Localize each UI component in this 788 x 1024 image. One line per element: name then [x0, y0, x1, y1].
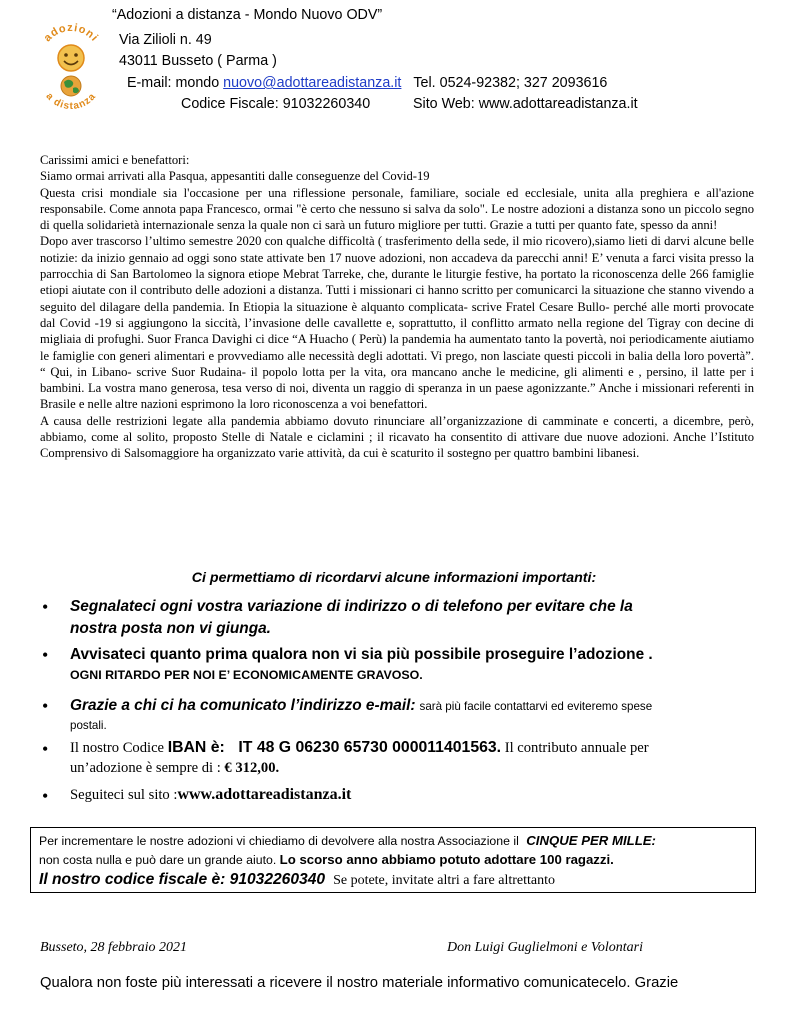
email-thanks-item	[70, 695, 760, 734]
iban-code: IT 48 G 06230 65730 000011401563.	[238, 739, 502, 756]
box-invite-text: Se potete, invitate altri a fare altrettanto	[333, 873, 556, 888]
svg-text:adozioni: adozioni	[41, 21, 101, 45]
contribution-text: Il contributo annuale per	[504, 740, 649, 756]
cinque-per-mille: CINQUE PER MILLE:	[526, 833, 656, 848]
org-city: 43011 Busseto ( Parma )	[119, 53, 277, 69]
notify-changes-line1: Segnalateci ogni vostra variazione di indirizzo o di telefono per evitare che la	[70, 598, 633, 615]
box-tax-code: Il nostro codice fiscale è: 91032260340	[39, 871, 326, 888]
bullet-4: •	[42, 739, 49, 759]
box-line2-text: non costa nulla e può dare un grande aiuto.	[39, 853, 277, 867]
notify-changes-line2: nostra posta non vi giunga.	[70, 620, 271, 637]
org-street: Via Zilioli n. 49	[119, 32, 212, 48]
letter-body	[40, 152, 754, 462]
notify-stop-item	[70, 644, 760, 684]
iban-label: Il nostro Codice	[70, 740, 165, 756]
signer: Don Luigi Guglielmoni e Volontari	[447, 940, 643, 955]
phone-numbers: Tel. 0524-92382; 327 2093616	[413, 75, 608, 91]
email-label: E-mail: mondo	[127, 75, 220, 91]
email-thanks-note-2: postali.	[70, 719, 107, 732]
email-thanks-text: Grazie a chi ci ha comunicato l’indirizzo e-mail:	[70, 697, 416, 714]
website: Sito Web: www.adottareadistanza.it	[413, 96, 638, 112]
follow-label: Seguiteci sul sito :	[70, 787, 178, 803]
box-adoptions-count: Lo scorso anno abbiamo potuto adottare 100 ragazzi.	[279, 852, 614, 867]
follow-site-link[interactable]: www.adottareadistanza.it	[177, 786, 352, 803]
intro-line: Siamo ormai arrivati alla Pasqua, appesantiti dalle conseguenze del Covid-19	[40, 169, 430, 184]
paragraph-news: Dopo aver trascorso l’ultimo semestre 2020 con qualche difficoltà ( trasferimento della sede, il mio ricovero),siamo lieti di darvi alcune belle notizie: da inizio gennaio ad oggi sono state attivate ben 17 nuove adozioni, non accadeva da parecchi anni! E’ venuta a farci visita presso la parrocchia di San Bartolomeo la signora etiope Mebrat Tarreke, che, durante le liturgie festive, ha portato la riconoscenza delle 266 famiglie etiopi aiutate con il contributo delle adozioni a distanza. Tutti i missionari ci hanno scritto per comunicarci la situazione che stanno vivendo a seguito del dilagare della pandemia. In Etiopia la situazione è alquanto complicata- scrive Fratel Cesare Bullo- perché alle morti provocate dal Covid -19 si aggiungono la siccità, l’invasione delle cavallette e, soprattutto, il conflitto armato nella regione del Tigray con decine di migliaia di profughi. Suor Franca Davighi ci dice “A Huacho ( Perù) la pandemia ha aumentato tanto la povertà, noi periodicamente aiutiamo le famiglie con generi alimentari e provvediamo alle necessità degli adottati. Vi prego, non lasciate questi piccoli in balia della loro povertà”. “ Qui, in Libano- scrive Suor Rudaina- il popolo lotta per la vita, ora mancano anche le medicine, gli alimenti e , persino, il latte per i bambini. La vostra mano generosa, tesa verso di noi, diventa un raggio di speranza in un paese agonizzante.” Anche i missionari referenti in Brasile e nelle altre nazioni esprimono la loro riconoscenza a voi benefattori.	[40, 234, 754, 412]
website-item	[70, 785, 760, 805]
contact-line	[127, 74, 607, 93]
smiley-globe-logo-icon	[34, 16, 108, 120]
email-link[interactable]: nuovo@adottareadistanza.it	[223, 75, 402, 91]
svg-text:a distanza: a distanza	[43, 90, 99, 113]
paragraph-restrictions: A causa delle restrizioni legate alla pandemia abbiamo dovuto rinunciare all’organizzazione di camminate e concerti, a dicembre, però, abbiamo, come al solito, proposto Stelle di Natale e ciclamini ; il ricavato ha consentito di attivare due nuove adozioni. Anche l’Istituto Comprensivo di Salsomaggiore ha organizzato varie attività, da cui è scaturito il sostegno per quattro bambini libanesi.	[40, 413, 754, 461]
delay-warning: OGNI RITARDO PER NOI E’ ECONOMICAMENTE GRAVOSO.	[70, 668, 423, 682]
paragraph-crisis: Questa crisi mondiale sia l'occasione per una riflessione personale, familiare, sociale ed ecclesiale, unita alla preghiera e all'azione responsabile. Come annota papa Francesco, ormai "è certo che nessuno si salva da solo". Le nostre adozioni a distanza sono un piccolo segno di quella solidarietà internazionale senza la quale non ci sarà un futuro migliore per tutti. Grazie a tutti per quanto fate, spesso da anni!	[40, 185, 754, 233]
iban-word: IBAN è:	[167, 739, 225, 756]
place-date: Busseto, 28 febbraio 2021	[40, 940, 187, 955]
contribution-text-2: un’adozione è sempre di :	[70, 760, 221, 776]
notify-changes-item	[70, 596, 760, 640]
important-info-heading: Ci permettiamo di ricordarvi alcune informazioni importanti:	[191, 570, 597, 586]
bullet-1: •	[42, 597, 49, 617]
email-thanks-note: sarà più facile contattarvi ed eviteremo spese	[419, 700, 653, 713]
iban-item	[70, 738, 760, 778]
bullet-2: •	[42, 645, 49, 665]
contribution-amount: € 312,00.	[224, 760, 280, 776]
org-name: “Adozioni a distanza - Mondo Nuovo ODV”	[112, 7, 383, 23]
bullet-5: •	[42, 786, 49, 806]
box-line1-text: Per incrementare le nostre adozioni vi chiediamo di devolvere alla nostra Associazione il	[39, 834, 519, 848]
five-per-thousand-box	[30, 827, 756, 893]
unsubscribe-note: Qualora non foste più interessati a ricevere il nostro materiale informativo comunicatecelo. Grazie	[40, 975, 679, 991]
tax-code: Codice Fiscale: 91032260340	[181, 96, 371, 112]
adozioni-logo	[34, 16, 108, 120]
notify-stop-text: Avvisateci quanto prima qualora non vi sia più possibile proseguire l’adozione	[70, 646, 645, 663]
bullet-3: •	[42, 696, 49, 716]
greeting: Carissimi amici e benefattori:	[40, 153, 190, 167]
notify-stop-period: .	[648, 646, 653, 663]
